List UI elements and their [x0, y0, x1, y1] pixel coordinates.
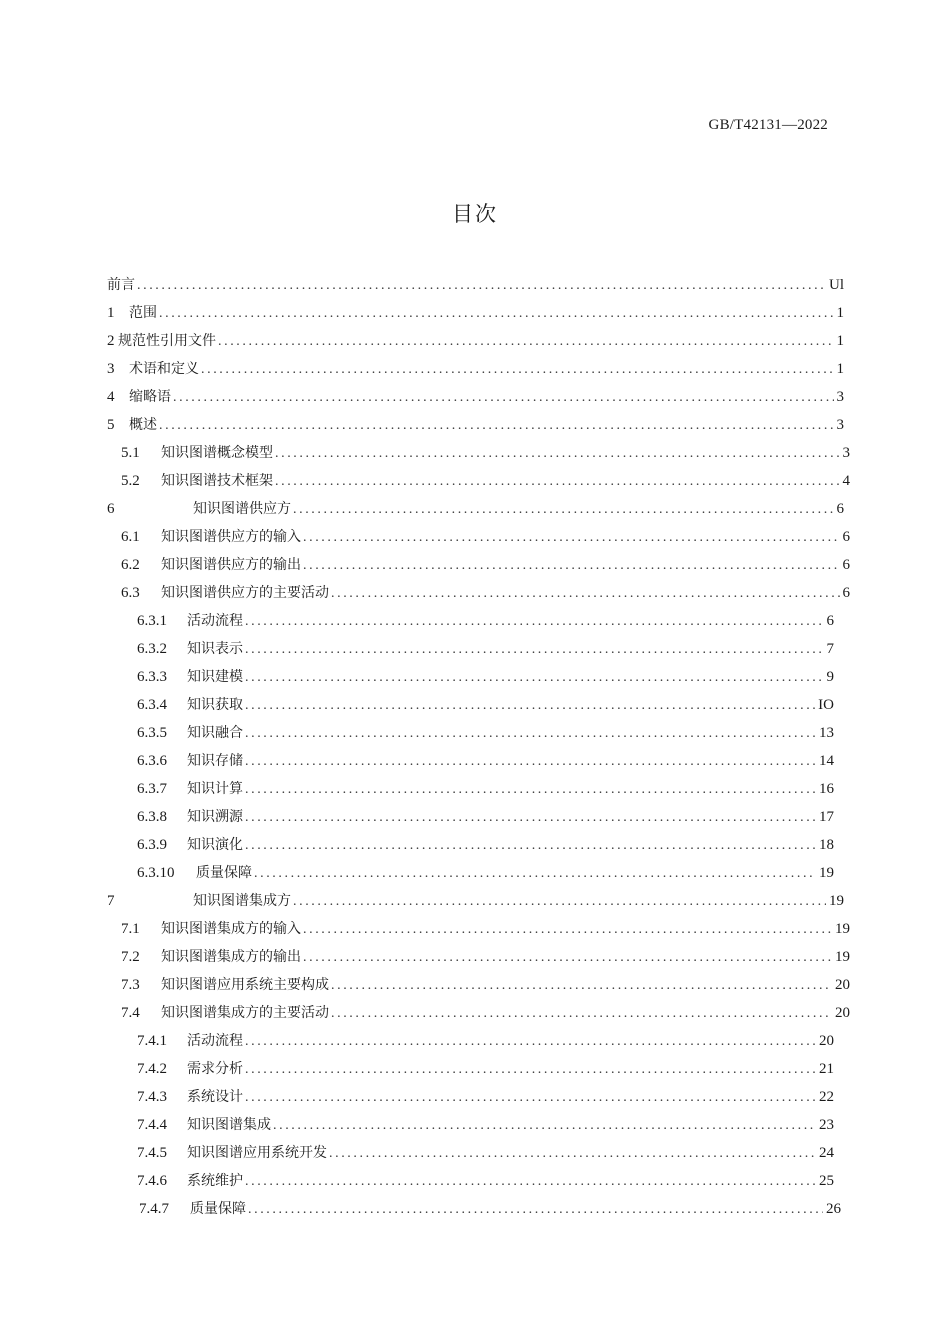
toc-entry-5-1[interactable]: 5.1 知识图谱概念模型 ..... 3 — [121, 440, 850, 466]
toc-entry-6-3-10[interactable]: 6.3.10 质量保障 ..... 19 — [137, 860, 834, 886]
toc-entry-foreword[interactable]: 前言 ..... Ul — [107, 272, 844, 298]
toc-entry-6-3-4[interactable]: 6.3.4 知识获取 ..... IO — [137, 692, 834, 718]
toc-entry-7-2[interactable]: 7.2 知识图谱集成方的输出 ..... 19 — [121, 944, 850, 970]
leader-dots — [254, 861, 816, 887]
toc-entry-2[interactable]: 2 规范性引用文件 ..... 1 — [107, 328, 844, 354]
leader-dots — [329, 1141, 816, 1167]
toc-entry-7-4-1[interactable]: 7.4.1 活动流程 ..... 20 — [137, 1028, 834, 1054]
toc-entry-7-4-4[interactable]: 7.4.4 知识图谱集成 ..... 23 — [137, 1112, 834, 1138]
leader-dots — [245, 693, 815, 719]
leader-dots — [201, 357, 834, 383]
leader-dots — [245, 721, 816, 747]
leader-dots — [275, 469, 840, 495]
leader-dots — [137, 273, 826, 299]
toc-entry-6-3-7[interactable]: 6.3.7 知识计算 ..... 16 — [137, 776, 834, 802]
toc-entry-7-4-5[interactable]: 7.4.5 知识图谱应用系统开发 ..... 24 — [137, 1140, 834, 1166]
toc-entry-5-2[interactable]: 5.2 知识图谱技术框架 ..... 4 — [121, 468, 850, 494]
toc-entry-6[interactable]: 6 知识图谱供应方 ..... 6 — [107, 496, 844, 522]
leader-dots — [245, 665, 824, 691]
toc-entry-7-3[interactable]: 7.3 知识图谱应用系统主要构成 ..... 20 — [121, 972, 850, 998]
toc-entry-7-4-6[interactable]: 7.4.6 系统维护 ..... 25 — [137, 1168, 834, 1194]
leader-dots — [248, 1197, 823, 1223]
leader-dots — [159, 413, 834, 439]
toc-entry-7-4-7[interactable]: 7.4.7 质量保障 ..... 26 — [139, 1196, 841, 1222]
leader-dots — [331, 1001, 832, 1027]
toc-entry-7[interactable]: 7 知识图谱集成方 ..... 19 — [107, 888, 844, 914]
toc-entry-6-3-5[interactable]: 6.3.5 知识融合 ..... 13 — [137, 720, 834, 746]
leader-dots — [245, 609, 824, 635]
leader-dots — [303, 525, 840, 551]
leader-dots — [245, 777, 816, 803]
leader-dots — [245, 749, 816, 775]
toc-entry-7-1[interactable]: 7.1 知识图谱集成方的输入 ..... 19 — [121, 916, 850, 942]
toc-entry-5[interactable]: 5 概述 ..... 3 — [107, 412, 844, 438]
leader-dots — [245, 1057, 816, 1083]
toc-entry-7-4-3[interactable]: 7.4.3 系统设计 ..... 22 — [137, 1084, 834, 1110]
toc-entry-1[interactable]: 1 范围 ..... 1 — [107, 300, 844, 326]
leader-dots — [173, 385, 834, 411]
toc-entry-7-4[interactable]: 7.4 知识图谱集成方的主要活动 ..... 20 — [121, 1000, 850, 1026]
leader-dots — [303, 945, 832, 971]
leader-dots — [245, 1029, 816, 1055]
leader-dots — [245, 1169, 816, 1195]
toc-entry-6-3-1[interactable]: 6.3.1 活动流程 ..... 6 — [137, 608, 834, 634]
toc-entry-6-1[interactable]: 6.1 知识图谱供应方的输入 ..... 6 — [121, 524, 850, 550]
toc-entry-7-4-2[interactable]: 7.4.2 需求分析 ..... 21 — [137, 1056, 834, 1082]
toc-entry-4[interactable]: 4 缩略语 ..... 3 — [107, 384, 844, 410]
toc-entry-3[interactable]: 3 术语和定义 ..... 1 — [107, 356, 844, 382]
leader-dots — [331, 581, 840, 607]
toc-entry-6-3[interactable]: 6.3 知识图谱供应方的主要活动 ..... 6 — [121, 580, 850, 606]
leader-dots — [303, 553, 840, 579]
document-code: GB/T42131—2022 — [708, 117, 828, 133]
leader-dots — [245, 1085, 816, 1111]
leader-dots — [275, 441, 840, 467]
leader-dots — [245, 833, 816, 859]
leader-dots — [245, 637, 824, 663]
leader-dots — [245, 805, 816, 831]
toc-entry-6-2[interactable]: 6.2 知识图谱供应方的输出 ..... 6 — [121, 552, 850, 578]
toc-entry-6-3-9[interactable]: 6.3.9 知识演化 ..... 18 — [137, 832, 834, 858]
leader-dots — [331, 973, 832, 999]
toc-entry-6-3-2[interactable]: 6.3.2 知识表示 ..... 7 — [137, 636, 834, 662]
toc-entry-6-3-3[interactable]: 6.3.3 知识建模 ..... 9 — [137, 664, 834, 690]
leader-dots — [293, 497, 834, 523]
leader-dots — [273, 1113, 816, 1139]
toc-entry-6-3-8[interactable]: 6.3.8 知识溯源 ..... 17 — [137, 804, 834, 830]
leader-dots — [218, 329, 834, 355]
leader-dots — [303, 917, 832, 943]
page-title: 目次 — [452, 202, 498, 226]
leader-dots — [293, 889, 826, 915]
leader-dots — [159, 301, 834, 327]
toc-entry-6-3-6[interactable]: 6.3.6 知识存储 ..... 14 — [137, 748, 834, 774]
